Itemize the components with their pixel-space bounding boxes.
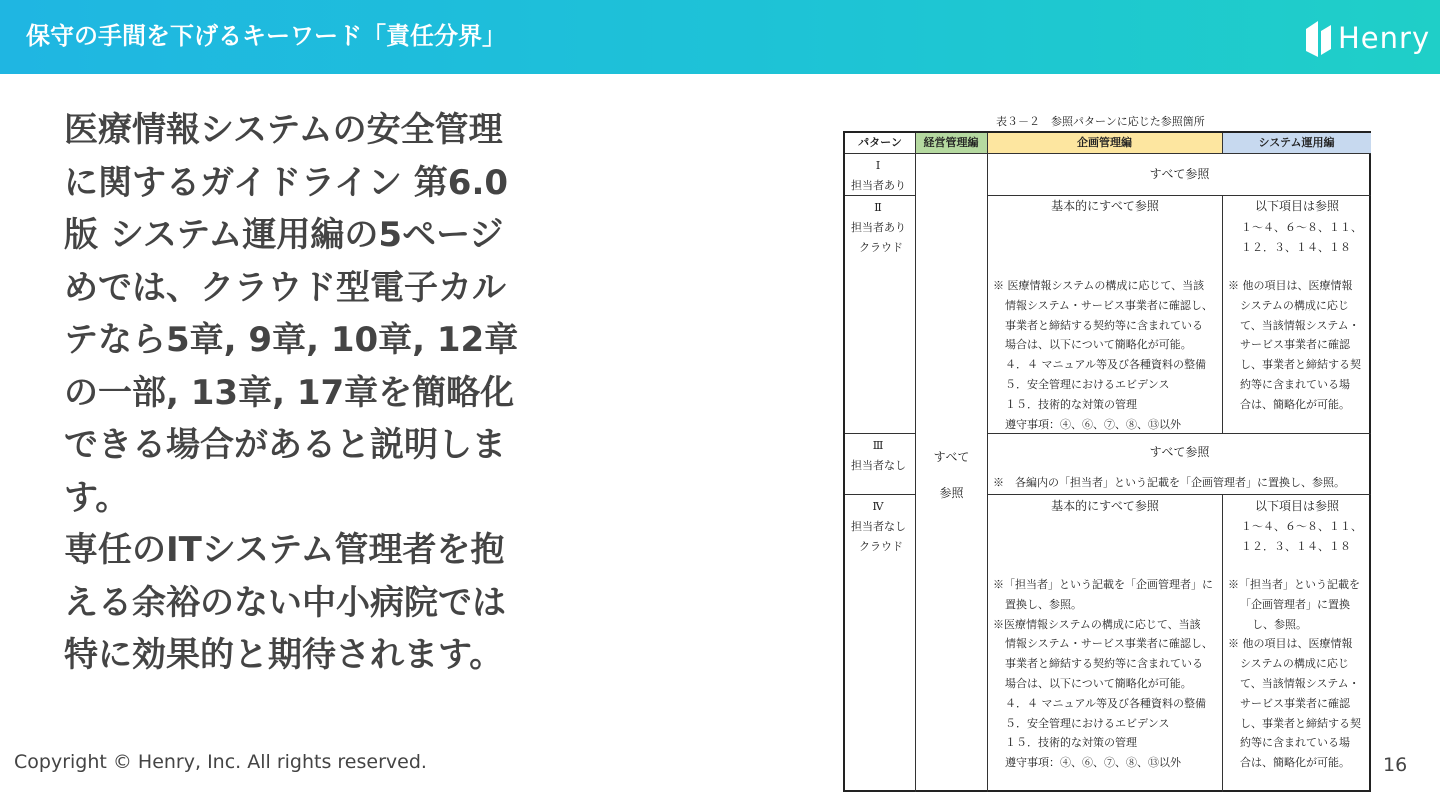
row4-planning-notes xyxy=(993,575,1221,773)
note-line: し、事業者と締結する契 xyxy=(1240,358,1361,372)
row-divider-1b xyxy=(987,195,1371,196)
pattern-2 xyxy=(847,196,915,260)
row2-system-notes xyxy=(1228,276,1370,415)
management-all-cell xyxy=(916,439,987,511)
description-paragraph: 医療情報システムの安全管理に関するガイドライン 第6.0版 システム運用編の5ページめでは、クラウド型電子カルテなら5章, 9章, 10章, 12章の一部, 13章, 17章を簡略化できる場合があると説明します。 xyxy=(64,110,519,518)
note-line: ※ 他の項目は、医療情報 xyxy=(1228,279,1353,292)
row1-all-reference: すべて参照 xyxy=(1149,167,1210,181)
row3-note: ※ 各編内の「担当者」という記載を「企画管理者」に置換し、参照。 xyxy=(993,476,1345,489)
header-pattern: パターン xyxy=(858,136,902,149)
system-item-line: １２．３、１４、１８ xyxy=(1241,240,1351,254)
row2-system-items xyxy=(1241,218,1369,258)
pattern-2-numeral: Ⅱ xyxy=(874,201,882,214)
page-number: 16 xyxy=(1383,754,1408,776)
row4-system-title: 以下項目は参照 xyxy=(1254,499,1339,513)
benefit-paragraph: 専任のITシステム管理者を抱える余裕のない中小病院では特に効果的と期待されます。 xyxy=(64,530,506,675)
henry-logo-text: Henry xyxy=(1338,21,1431,55)
note-line: ※「担当者」という記載を「企画管理者」に xyxy=(993,578,1213,591)
note-line: て、当該情報システム・ xyxy=(1240,318,1360,332)
note-line: 合は、簡略化が可能。 xyxy=(1240,397,1350,411)
management-all-line1: すべて xyxy=(933,450,970,464)
header-planning: 企画管理編 xyxy=(987,133,1222,153)
note-line: １５．技術的な対策の管理 xyxy=(1005,397,1137,411)
col-divider-2 xyxy=(987,133,988,792)
slide-title: 保守の手間を下げるキーワード「責任分界」 xyxy=(26,22,506,50)
note-line: ４．４ マニュアル等及び各種資料の整備 xyxy=(1005,696,1207,710)
note-line: ※ 他の項目は、医療情報 xyxy=(1228,637,1353,651)
note-line: 遵守事項：④、⑥、⑦、⑧、⑬以外 xyxy=(1005,417,1181,431)
pattern-4 xyxy=(847,495,915,559)
col-divider-3b xyxy=(1222,195,1223,433)
note-line: て、当該情報システム・ xyxy=(1240,676,1360,690)
note-line: 約等に含まれている場 xyxy=(1240,377,1350,391)
copyright-notice: Copyright © Henry, Inc. All rights reserved. xyxy=(14,751,427,773)
pattern-3 xyxy=(847,434,915,478)
row2-system-title: 以下項目は参照 xyxy=(1254,199,1339,213)
note-line: 置換し、参照。 xyxy=(1005,597,1082,611)
note-line: システムの構成に応じ xyxy=(1240,298,1349,312)
pattern-4-numeral: Ⅳ xyxy=(872,500,884,513)
pattern-4-sub: クラウド xyxy=(859,540,903,553)
note-line: 事業者と締結する契約等に含まれている xyxy=(1005,318,1203,332)
row4-system-notes xyxy=(1228,575,1370,773)
note-line: 「企画管理者」に置換 xyxy=(1240,597,1350,611)
note-line: サービス事業者に確認 xyxy=(1240,338,1350,352)
table-caption: 表３－２ 参照パターンに応じた参照箇所 xyxy=(996,115,1205,128)
row3-all-reference: すべて参照 xyxy=(1149,445,1210,459)
row4-system-items xyxy=(1241,517,1369,557)
row2-planning-title: 基本的にすべて参照 xyxy=(1051,199,1159,213)
note-line: し、参照。 xyxy=(1252,617,1307,631)
system-item-line: １２．３、１４、１８ xyxy=(1241,539,1351,553)
note-line: 合は、簡略化が可能。 xyxy=(1240,756,1350,770)
system-item-line: １～４、６～８、１１、 xyxy=(1241,520,1362,533)
pattern-2-label: 担当者あり xyxy=(851,221,906,234)
note-line: 遵守事項：④、⑥、⑦、⑧、⑬以外 xyxy=(1005,756,1181,770)
note-line: 情報システム・サービス事業者に確認し、 xyxy=(1005,637,1213,651)
pattern-1-numeral: Ⅰ xyxy=(875,159,881,172)
row2-planning-notes xyxy=(993,276,1221,434)
note-line: ４．４ マニュアル等及び各種資料の整備 xyxy=(1005,358,1207,372)
note-line: 約等に含まれている場 xyxy=(1240,736,1350,750)
henry-logo-icon xyxy=(1304,17,1334,59)
col-divider-3c xyxy=(1222,494,1223,792)
note-line: 場合は、以下について簡略化が可能。 xyxy=(1005,338,1192,352)
reference-table xyxy=(843,131,1371,792)
note-line: ※医療情報システムの構成に応じて、当該 xyxy=(993,617,1201,631)
pattern-1-label: 担当者あり xyxy=(851,179,906,192)
note-line: ５．安全管理におけるエビデンス xyxy=(1005,377,1170,391)
note-line: 場合は、以下について簡略化が可能。 xyxy=(1005,676,1192,690)
note-line: し、事業者と締結する契 xyxy=(1240,716,1361,730)
pattern-4-label: 担当者なし xyxy=(851,520,906,533)
note-line: １５．技術的な対策の管理 xyxy=(1005,736,1137,750)
header-management: 経営管理編 xyxy=(915,133,987,153)
note-line: 情報システム・サービス事業者に確認し、 xyxy=(1005,298,1213,312)
header-system: システム運用編 xyxy=(1222,133,1371,153)
pattern-1 xyxy=(847,154,915,198)
row4-planning-title: 基本的にすべて参照 xyxy=(1051,499,1159,513)
pattern-3-label: 担当者なし xyxy=(851,459,906,472)
henry-logo xyxy=(1304,17,1431,59)
col-divider-3a xyxy=(1222,133,1223,153)
row-divider-3b xyxy=(987,494,1371,495)
management-all-line2: 参照 xyxy=(939,486,964,500)
note-line: ※ 医療情報システムの構成に応じて、当該 xyxy=(993,279,1205,292)
note-line: システムの構成に応じ xyxy=(1240,657,1349,671)
pattern-3-numeral: Ⅲ xyxy=(872,439,884,452)
note-line: ５．安全管理におけるエビデンス xyxy=(1005,716,1170,730)
system-item-line: １～４、６～８、１１、 xyxy=(1241,221,1362,234)
note-line: サービス事業者に確認 xyxy=(1240,696,1350,710)
header-bar xyxy=(0,0,1440,74)
pattern-2-sub: クラウド xyxy=(859,241,903,254)
note-line: 事業者と締結する契約等に含まれている xyxy=(1005,657,1203,671)
note-line: ※「担当者」という記載を xyxy=(1228,578,1360,591)
